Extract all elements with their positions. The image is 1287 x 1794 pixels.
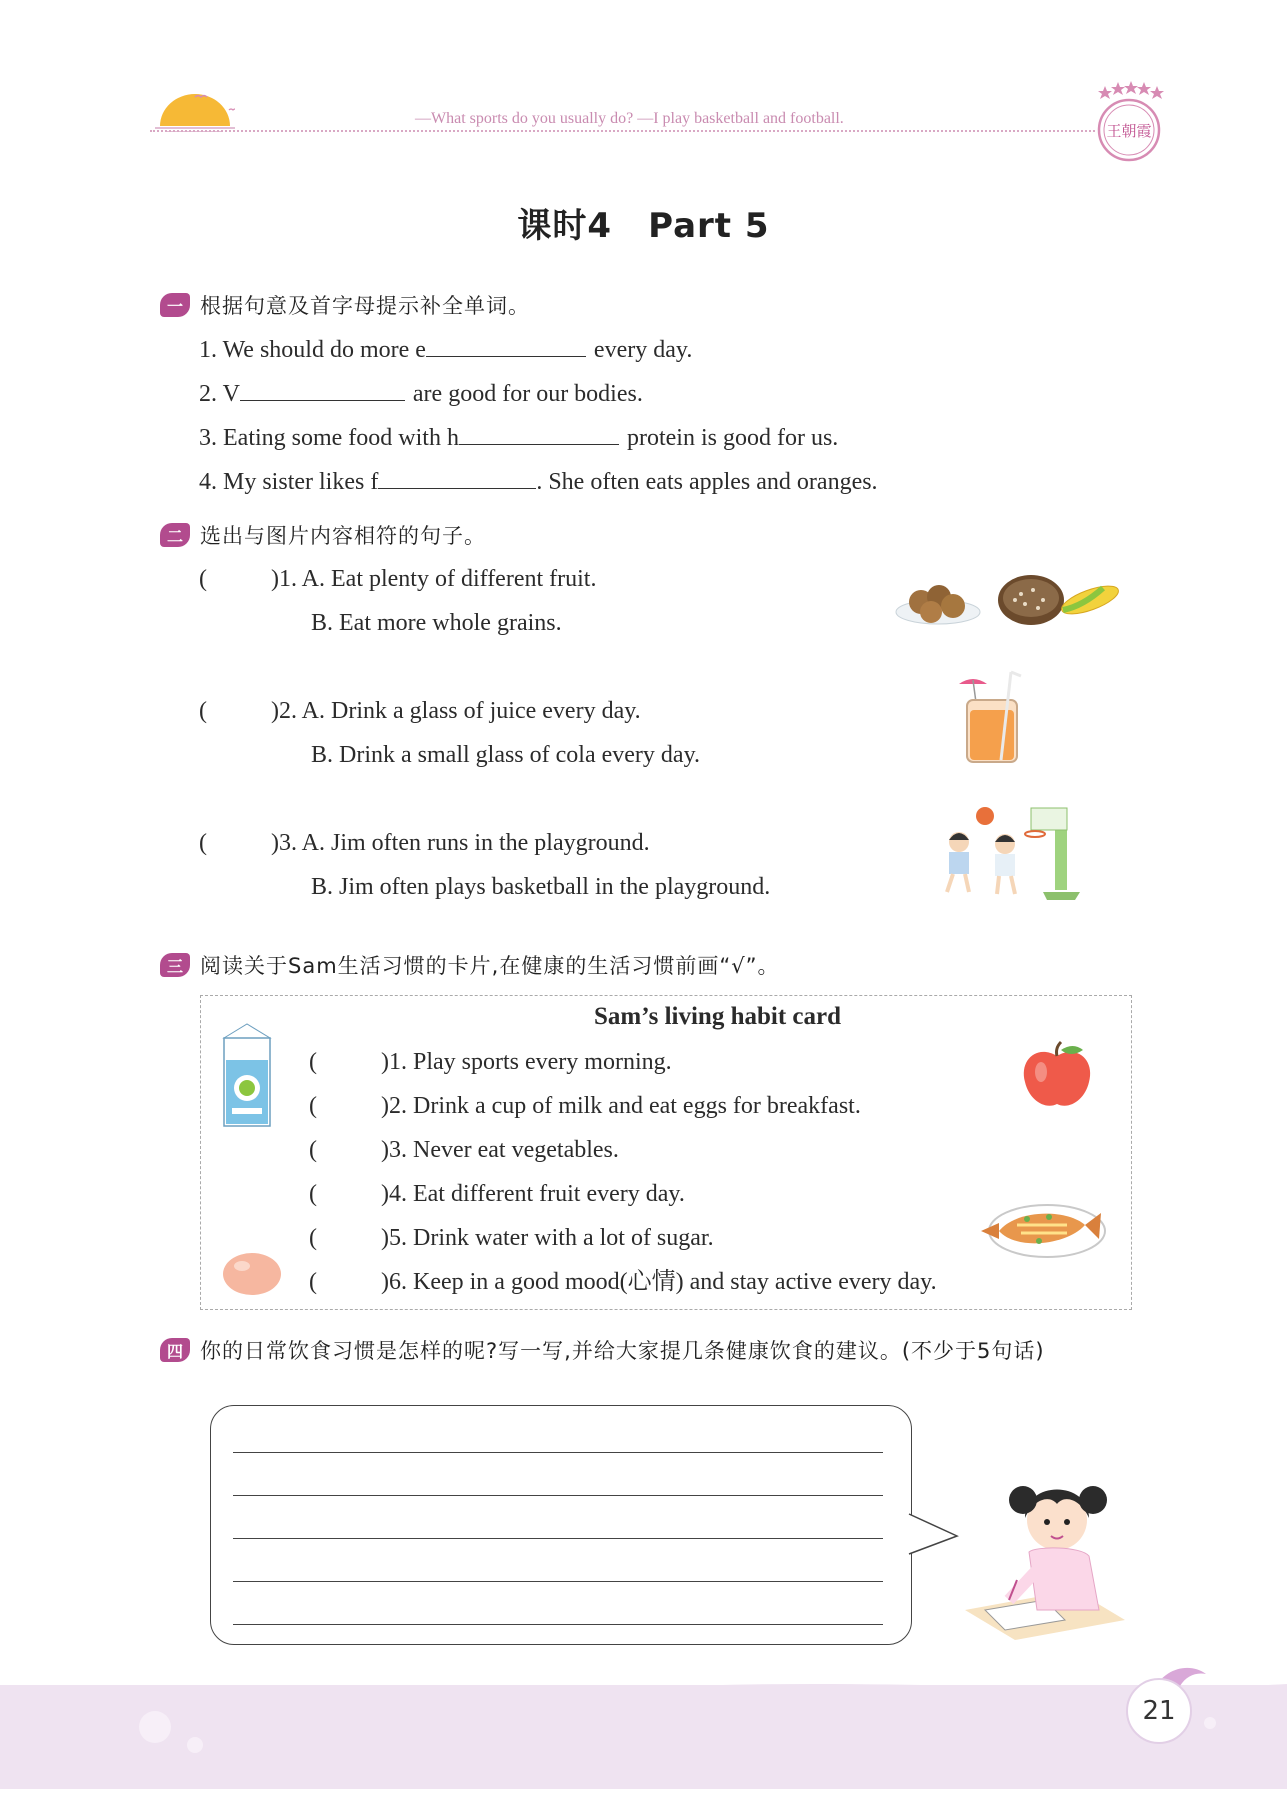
habit-item-3: ( )3. Never eat vegetables.	[309, 1137, 619, 1163]
choice-2-option-b: B. Drink a small glass of cola every day.	[311, 742, 701, 768]
egg-picture	[220, 1250, 284, 1298]
fill-item-4: 4. My sister likes f . She often eats apples and oranges.	[199, 466, 878, 497]
apple-picture	[1017, 1040, 1097, 1112]
basketball-kids-picture	[935, 800, 1080, 905]
answer-blank-2[interactable]	[240, 378, 405, 401]
section-3-instruction: 阅读关于Sam生活习惯的卡片,在健康的生活习惯前画“√”。	[200, 954, 780, 978]
running-title: —What sports do you usually do? —I play basketball and football.	[415, 110, 844, 127]
choice-question-1: ( )1. A. Eat plenty of different fruit.	[199, 566, 597, 592]
answer-blank-3[interactable]	[459, 422, 619, 445]
speech-bubble-tail	[907, 1510, 959, 1558]
sunset-icon	[155, 92, 235, 132]
answer-paren[interactable]: (	[309, 1093, 317, 1119]
choice-question-2: ( )2. A. Drink a glass of juice every day.	[199, 698, 641, 724]
fill-item-3: 3. Eating some food with h protein is good for us.	[199, 422, 838, 453]
answer-paren[interactable]: (	[309, 1225, 317, 1251]
choice-question-3: ( )3. A. Jim often runs in the playground.	[199, 830, 650, 856]
section-2-badge: 二	[160, 523, 190, 547]
section-1-instruction: 根据句意及首字母提示补全单词。	[200, 294, 530, 318]
answer-blank-4[interactable]	[378, 466, 536, 489]
section-2-header	[160, 520, 486, 550]
fish-dish-picture	[977, 1195, 1107, 1265]
answer-paren[interactable]: (	[309, 1181, 317, 1207]
habit-item-4: ( )4. Eat different fruit every day.	[309, 1181, 685, 1207]
fill-item-1: 1. We should do more e every day.	[199, 334, 692, 365]
part-label: Part 5	[648, 206, 770, 246]
whole-grains-picture	[893, 570, 1123, 630]
habit-item-1: ( )1. Play sports every morning.	[309, 1049, 672, 1075]
section-4-badge: 四	[160, 1338, 190, 1362]
answer-paren[interactable]: (	[199, 698, 207, 724]
choice-3-option-b: B. Jim often plays basketball in the playground.	[311, 874, 771, 900]
girl-writing-picture	[965, 1460, 1125, 1640]
writing-line-4[interactable]	[233, 1581, 883, 1582]
brand-stamp-logo	[1085, 78, 1171, 168]
page-title	[0, 198, 1287, 247]
habit-card-title: Sam’s living habit card	[593, 1003, 842, 1030]
footer-bubbles	[0, 1685, 1287, 1789]
section-3-header	[160, 950, 779, 980]
header-divider	[150, 130, 1095, 132]
answer-paren[interactable]: (	[199, 830, 207, 856]
juice-glass-picture	[955, 670, 1035, 770]
section-3-badge: 三	[160, 953, 190, 977]
choice-1-option-b: B. Eat more whole grains.	[311, 610, 562, 636]
section-1-badge: 一	[160, 293, 190, 317]
writing-line-2[interactable]	[233, 1495, 883, 1496]
section-1-header	[160, 290, 530, 320]
section-4-header	[160, 1335, 1045, 1365]
page-number: 21	[1126, 1678, 1192, 1744]
lesson-label: 课时4	[517, 206, 613, 246]
writing-box[interactable]	[210, 1405, 912, 1645]
habit-item-5: ( )5. Drink water with a lot of sugar.	[309, 1225, 714, 1251]
writing-line-3[interactable]	[233, 1538, 883, 1539]
answer-paren[interactable]: (	[309, 1049, 317, 1075]
habit-item-2: ( )2. Drink a cup of milk and eat eggs for breakfast.	[309, 1093, 861, 1119]
habit-item-6: ( )6. Keep in a good mood(心情) and stay active every day.	[309, 1269, 937, 1295]
svg-text:王朝霞: 王朝霞	[1106, 122, 1152, 140]
answer-paren[interactable]: (	[199, 566, 207, 592]
fill-item-2: 2. V are good for our bodies.	[199, 378, 643, 409]
writing-line-1[interactable]	[233, 1452, 883, 1453]
answer-paren[interactable]: (	[309, 1269, 317, 1295]
answer-paren[interactable]: (	[309, 1137, 317, 1163]
footer-band	[0, 1685, 1287, 1789]
writing-line-5[interactable]	[233, 1624, 883, 1625]
answer-blank-1[interactable]	[426, 334, 586, 357]
section-2-instruction: 选出与图片内容相符的句子。	[200, 524, 486, 548]
milk-carton-picture	[218, 1020, 276, 1130]
section-4-instruction: 你的日常饮食习惯是怎样的呢?写一写,并给大家提几条健康饮食的建议。(不少于5句话)	[200, 1339, 1045, 1363]
